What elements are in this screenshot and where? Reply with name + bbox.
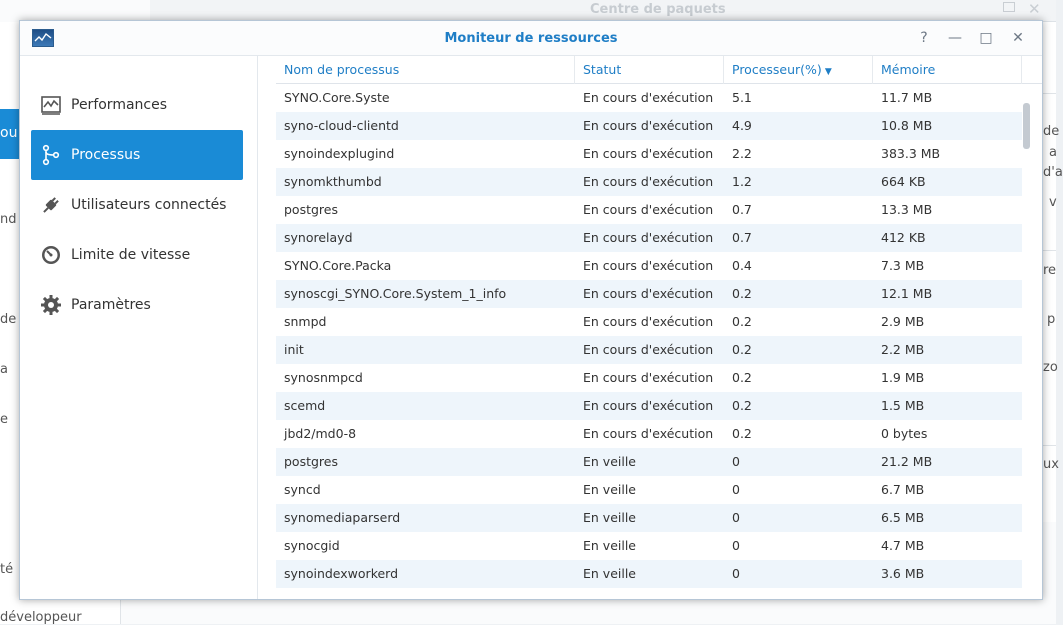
cell-cpu: 0.2 — [732, 342, 752, 357]
sidebar-item-processus[interactable] — [31, 130, 243, 180]
cell-status: En cours d'exécution — [583, 314, 714, 329]
cell-name: synorelayd — [284, 230, 353, 245]
cell-memory: 4.7 MB — [881, 538, 925, 553]
cell-status: En cours d'exécution — [583, 230, 714, 245]
cell-status: En veille — [583, 566, 636, 581]
cell-memory: 3.6 MB — [881, 566, 925, 581]
table-row[interactable] — [276, 112, 1022, 140]
gear-icon — [39, 293, 63, 317]
cell-cpu: 4.9 — [732, 118, 752, 133]
background-fragment: d'a — [1043, 165, 1063, 180]
table-row[interactable] — [276, 560, 1022, 588]
table-row[interactable] — [276, 168, 1022, 196]
background-fragment: de — [0, 312, 17, 327]
cell-memory: 412 KB — [881, 230, 926, 245]
cell-name: synomediaparserd — [284, 510, 401, 525]
sidebar-item-limite-de-vitesse[interactable] — [31, 230, 243, 280]
maximize-button[interactable] — [978, 30, 994, 46]
scrollbar-thumb[interactable] — [1023, 103, 1030, 149]
background-fragment: a — [0, 362, 8, 377]
sidebar-item-utilisateurs-connectes[interactable] — [31, 180, 243, 230]
table-row[interactable] — [276, 392, 1022, 420]
cell-name: syno-cloud-clientd — [284, 118, 399, 133]
cell-memory: 13.3 MB — [881, 202, 933, 217]
cell-name: postgres — [284, 202, 338, 217]
minimize-button[interactable] — [947, 30, 963, 46]
background-divider — [1043, 93, 1056, 94]
cell-memory: 2.9 MB — [881, 314, 925, 329]
cell-name: snmpd — [284, 314, 327, 329]
cell-status: En cours d'exécution — [583, 174, 714, 189]
background-restore-icon — [1003, 2, 1015, 12]
table-row[interactable] — [276, 280, 1022, 308]
cell-memory: 1.5 MB — [881, 398, 925, 413]
plug-icon — [39, 193, 63, 217]
cell-status: En cours d'exécution — [583, 90, 714, 105]
cell-status: En veille — [583, 538, 636, 553]
cell-cpu: 5.1 — [732, 90, 752, 105]
cell-memory: 12.1 MB — [881, 286, 933, 301]
table-row[interactable] — [276, 84, 1022, 112]
cell-cpu: 0.4 — [732, 258, 752, 273]
cell-status: En cours d'exécution — [583, 426, 714, 441]
column-header-label: Processeur(%) — [732, 62, 822, 77]
background-fragment: p — [1047, 312, 1056, 327]
vertical-scrollbar[interactable] — [1022, 84, 1042, 597]
cell-cpu: 2.2 — [732, 146, 752, 161]
column-header-label: Nom de processus — [284, 62, 400, 77]
cell-name: synoscgi_SYNO.Core.System_1_info — [284, 286, 507, 301]
background-fragment: zo — [1043, 360, 1058, 375]
cell-memory: 1.9 MB — [881, 370, 925, 385]
background-fragment: a — [1049, 145, 1057, 160]
cell-cpu: 0.7 — [732, 202, 752, 217]
cell-name: synoindexworkerd — [284, 566, 399, 581]
cell-memory: 7.3 MB — [881, 258, 925, 273]
sidebar-item-label: Performances — [71, 97, 168, 113]
background-divider — [1043, 250, 1056, 251]
cell-name: jbd2/md0-8 — [284, 426, 357, 441]
resource-monitor-window — [19, 20, 1043, 600]
background-title: Centre de paquets — [590, 2, 726, 17]
table-row[interactable] — [276, 252, 1022, 280]
table-row[interactable] — [276, 476, 1022, 504]
column-header-label: Mémoire — [881, 62, 936, 77]
table-row[interactable] — [276, 196, 1022, 224]
column-header-cpu[interactable] — [724, 56, 873, 84]
background-divider — [1043, 445, 1056, 446]
table-row[interactable] — [276, 308, 1022, 336]
speedometer-icon — [39, 243, 63, 267]
cell-status: En cours d'exécution — [583, 118, 714, 133]
cell-status: En cours d'exécution — [583, 398, 714, 413]
background-fragment: re — [1043, 263, 1057, 278]
cell-status: En cours d'exécution — [583, 258, 714, 273]
sidebar-item-label: Processus — [71, 147, 141, 163]
sidebar-item-parametres[interactable] — [31, 280, 243, 330]
table-row[interactable] — [276, 140, 1022, 168]
cell-cpu: 0 — [732, 510, 740, 525]
background-fragment: ux — [1043, 457, 1059, 472]
cell-status: En veille — [583, 454, 636, 469]
cell-memory: 6.5 MB — [881, 510, 925, 525]
column-header-label: Statut — [583, 62, 622, 77]
sidebar-item-label: Limite de vitesse — [71, 247, 191, 263]
sidebar-item-performances[interactable] — [31, 80, 243, 130]
header-spacer — [1022, 56, 1042, 84]
cell-memory: 0 bytes — [881, 426, 928, 441]
background-fragment: té — [0, 562, 14, 577]
cell-name: syncd — [284, 482, 321, 497]
cell-cpu: 0 — [732, 454, 740, 469]
table-header — [276, 56, 1022, 84]
cell-memory: 6.7 MB — [881, 482, 925, 497]
cell-status: En cours d'exécution — [583, 146, 714, 161]
cell-cpu: 0 — [732, 482, 740, 497]
cell-cpu: 0.7 — [732, 230, 752, 245]
cell-name: postgres — [284, 454, 338, 469]
minimize-icon: — — [948, 30, 962, 46]
cell-name: synocgid — [284, 538, 340, 553]
maximize-icon: □ — [979, 30, 993, 46]
process-branch-icon — [39, 143, 63, 167]
close-button[interactable] — [1010, 30, 1026, 46]
cell-name: SYNO.Core.Packa — [284, 258, 392, 273]
cell-status: En veille — [583, 510, 636, 525]
cell-name: init — [284, 342, 304, 357]
table-row[interactable] — [276, 336, 1022, 364]
cell-cpu: 0.2 — [732, 314, 752, 329]
column-header-status[interactable] — [575, 56, 724, 84]
cell-name: scemd — [284, 398, 326, 413]
cell-status: En cours d'exécution — [583, 342, 714, 357]
cell-status: En cours d'exécution — [583, 286, 714, 301]
background-fragment: v — [1049, 195, 1057, 210]
titlebar[interactable] — [20, 21, 1042, 56]
cell-status: En cours d'exécution — [583, 370, 714, 385]
cell-memory: 10.8 MB — [881, 118, 933, 133]
cell-name: synoindexplugind — [284, 146, 395, 161]
help-button[interactable] — [916, 30, 932, 46]
background-fragment: de — [1043, 124, 1060, 139]
table-row[interactable] — [276, 364, 1022, 392]
background-close-icon: ✕ — [1028, 0, 1041, 18]
cell-memory: 21.2 MB — [881, 454, 933, 469]
sidebar-item-label: Paramètres — [71, 297, 151, 313]
table-row[interactable] — [276, 224, 1022, 252]
sidebar — [20, 56, 258, 599]
sort-desc-icon: ▼ — [824, 67, 832, 77]
cell-cpu: 0.2 — [732, 426, 752, 441]
cell-cpu: 1.2 — [732, 174, 752, 189]
performance-chart-icon — [39, 93, 63, 117]
cell-status: En cours d'exécution — [583, 202, 714, 217]
help-icon: ? — [920, 30, 928, 46]
table-row[interactable] — [276, 448, 1022, 476]
cell-cpu: 0.2 — [732, 370, 752, 385]
cell-cpu: 0 — [732, 566, 740, 581]
background-fragment: développeur — [0, 610, 82, 625]
close-icon: ✕ — [1012, 30, 1024, 46]
table-row[interactable] — [276, 420, 1022, 448]
cell-memory: 2.2 MB — [881, 342, 925, 357]
column-header-memory[interactable] — [873, 56, 1022, 84]
background-titlebar — [150, 0, 1056, 22]
background-fragment: nd — [0, 212, 17, 227]
process-table — [276, 56, 1042, 599]
cell-memory: 383.3 MB — [881, 146, 941, 161]
column-header-name[interactable] — [276, 56, 575, 84]
cell-memory: 11.7 MB — [881, 90, 933, 105]
table-row[interactable] — [276, 504, 1022, 532]
background-selected-label: ou — [0, 125, 18, 141]
cell-memory: 664 KB — [881, 174, 926, 189]
cell-status: En veille — [583, 482, 636, 497]
cell-name: synomkthumbd — [284, 174, 382, 189]
cell-name: SYNO.Core.Syste — [284, 90, 390, 105]
cell-name: synosnmpcd — [284, 370, 363, 385]
background-fragment: e — [0, 412, 8, 427]
sidebar-item-label: Utilisateurs connectés — [71, 197, 227, 213]
table-body — [276, 84, 1022, 597]
cell-cpu: 0.2 — [732, 398, 752, 413]
cell-cpu: 0.2 — [732, 286, 752, 301]
cell-cpu: 0 — [732, 538, 740, 553]
table-row[interactable] — [276, 532, 1022, 560]
window-title: Moniteur de ressources — [444, 31, 618, 46]
